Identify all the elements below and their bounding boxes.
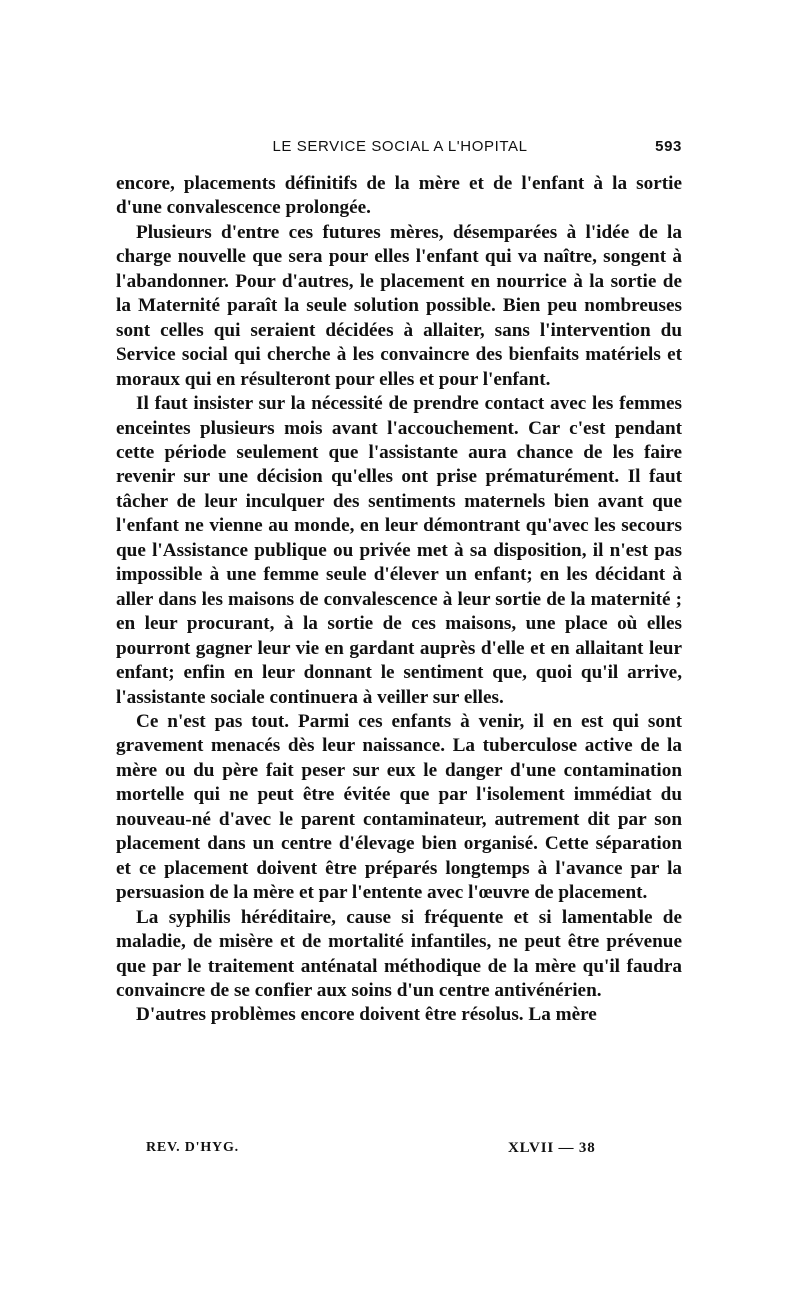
paragraph: La syphilis héréditaire, cause si fréquente et si lamentable de maladie, de misère et de mortalité infantiles, ne peut être prévenue que par le traitement anténatal méthodique de la mère qu'il faudra convaincre de se confier aux soins d'un centre antivénérien. [116,906,682,1001]
body-text [116,172,682,1028]
signature-separator: — [558,1140,575,1156]
page-number: 593 [655,138,682,155]
paragraph: Plusieurs d'entre ces futures mères, désemparées à l'idée de la charge nouvelle que sera pour elles l'enfant qui va naître, songent à l'abandonner. Pour d'autres, le placement en nourrice à la sortie de la Maternité paraît la seule solution possible. Bien peu nombreuses sont celles qui seraient décidées à allaiter, sans l'intervention du Service social qui cherche à les convaincre des bienfaits matériels et moraux qui en résulteront pour elles et pour l'enfant. [116,221,682,390]
page-footer [146,1140,596,1162]
running-title: LE SERVICE SOCIAL A L'HOPITAL [272,138,528,155]
running-header [116,138,684,162]
paragraph-continuation: encore, placements définitifs de la mère et de l'enfant à la sortie d'une convalescence prolongée. [116,173,682,219]
sheet-number: 38 [578,1140,596,1156]
paragraph-last: D'autres problèmes encore doivent être résolus. La mère [136,1004,597,1026]
journal-abbreviation: REV. D'HYG. [146,1140,239,1155]
paragraph: Ce n'est pas tout. Parmi ces enfants à venir, il en est qui sont gravement menacés dès leur naissance. La tuberculose active de la mère ou du père fait peser sur eux le danger d'une contamination mortelle qui ne peut être évitée que par l'isolement immédiat du nouveau-né d'avec le parent contaminateur, autrement dit par son placement dans un centre d'élevage bien organisé. Cette séparation et ce placement doivent être préparés longtemps à l'avance par la persuasion de la mère et par l'entente avec l'œuvre de placement. [116,710,682,904]
paragraph: Il faut insister sur la nécessité de prendre contact avec les femmes enceintes plusieurs mois avant l'accouchement. Car c'est pendant cette période seulement que l'assistante aura chance de les faire revenir sur une décision qu'elles ont prise prématurément. Il faut tâcher de leur inculquer des sentiments maternels bien avant que l'enfant ne vienne au monde, en leur démontrant qu'avec les secours que l'Assistance publique ou privée met à sa disposition, il n'est pas impossible à une femme seule d'élever un enfant; en les décidant à aller dans les maisons de convalescence à leur sortie de la maternité ; en leur procurant, à la sortie de ces maisons, une place où elles pourront gagner leur vie en gardant auprès d'elle et en allaitant leur enfant; enfin en leur donnant le sentiment que, quoi qu'il arrive, l'assistante sociale continuera à veiller sur elles. [116,393,682,708]
volume-number: XLVII [508,1140,554,1156]
signature-mark [508,1140,596,1157]
